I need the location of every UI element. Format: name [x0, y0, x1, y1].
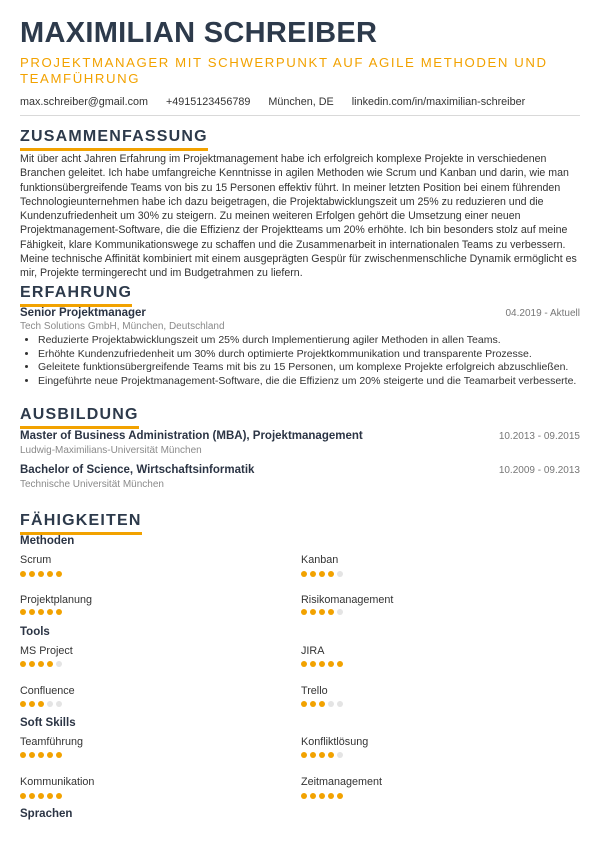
achievement-item: • Geleitete funktionsübergreifende Teams mit bis zu 15 Personen, um komplexe Projekte erfolgreich abzuschließen.: [38, 361, 576, 375]
rating-dot-empty: [337, 571, 343, 577]
rating-dot-empty: [337, 701, 343, 707]
rating-dot-filled: [337, 661, 343, 667]
skill-rating: [20, 609, 62, 615]
education-dates: 10.2013 - 09.2015: [498, 431, 580, 442]
skill-name: MS Project: [20, 645, 73, 657]
candidate-subtitle: PROJEKTMANAGER MIT SCHWERPUNKT AUF AGILE METHODEN UND TEAMFÜHRUNG: [20, 55, 548, 86]
rating-dot-filled: [328, 571, 334, 577]
rating-dot-filled: [47, 571, 53, 577]
contact-linkedin[interactable]: linkedin.com/in/maximilian-schreiber: [351, 96, 526, 108]
skill-rating: [301, 701, 343, 707]
rating-dot-filled: [56, 609, 62, 615]
rating-dot-filled: [328, 661, 334, 667]
achievement-item: • Reduzierte Projektabwicklungszeit um 25% durch Implementierung agiler Methoden in allen Teams.: [38, 334, 576, 348]
skill-rating: [20, 701, 62, 707]
skill-group-title: Methoden: [20, 535, 75, 547]
skill-rating: [301, 609, 343, 615]
skill-rating: [20, 793, 62, 799]
rating-dot-filled: [328, 609, 334, 615]
rating-dot-filled: [38, 571, 44, 577]
job-company: Tech Solutions GmbH, München, Deutschland: [20, 321, 225, 332]
rating-dot-empty: [337, 609, 343, 615]
rating-dot-filled: [319, 752, 325, 758]
summary-text: Mit über acht Jahren Erfahrung im Projektmanagement habe ich erfolgreich komplexe Projekte in verschiedenen Branchen geleitet. Ich habe umfangreiche Kenntnisse in agilen Methoden wie Scrum und Kanban und darin, wie man funktionsübergreifende Teams von bis zu 15 Personen effektiv führt. In meiner letzten Position bei einem führenden Technologieunternehmen habe ich dazu beigetragen, die Projektabwicklungszeit um 25% zu reduzieren und die Kundenzufriedenheit um 30% zu steigern. Zu meinen weiteren Erfolgen gehört die Umsetzung einer neuen Projektmanagement-Software, die die Effizienz der Projektteams um 20% erhöhte. Ich bin besonders stolz auf meine Fähigkeit, klare Kommunikationswege zu schaffen und die Zusammenarbeit in internationalen Teams zu verbessern. Meine technische Affinität kombiniert mit einem ausgeprägten Gespür für zwischenmenschliche Dynamik ermöglicht es mir, Projekte termingerecht und im Budgetrahmen zu liefern.: [20, 153, 577, 280]
skill-rating: [301, 752, 343, 758]
rating-dot-filled: [38, 701, 44, 707]
rating-dot-filled: [56, 793, 62, 799]
rating-dot-empty: [56, 701, 62, 707]
skill-name: Projektplanung: [20, 594, 93, 606]
rating-dot-filled: [29, 793, 35, 799]
rating-dot-filled: [337, 793, 343, 799]
rating-dot-filled: [319, 571, 325, 577]
job-achievements: [22, 334, 576, 388]
rating-dot-filled: [301, 793, 307, 799]
contact-phone[interactable]: +4915123456789: [165, 96, 251, 108]
skill-rating: [301, 571, 343, 577]
rating-dot-filled: [20, 661, 26, 667]
rating-dot-filled: [47, 609, 53, 615]
rating-dot-filled: [301, 609, 307, 615]
rating-dot-filled: [319, 701, 325, 707]
achievement-item: • Eingeführte neue Projektmanagement-Software, die die Effizienz um 20% steigerte und die Teamarbeit verbesserte.: [38, 375, 576, 389]
education-school: Technische Universität München: [20, 479, 164, 490]
rating-dot-filled: [56, 571, 62, 577]
skill-name: Confluence: [20, 685, 75, 697]
rating-dot-empty: [328, 701, 334, 707]
skill-name: Zeitmanagement: [301, 776, 383, 788]
skill-name: Kommunikation: [20, 776, 95, 788]
rating-dot-filled: [310, 609, 316, 615]
skill-name: Teamführung: [20, 736, 84, 748]
rating-dot-filled: [310, 752, 316, 758]
rating-dot-filled: [328, 793, 334, 799]
skill-rating: [301, 793, 343, 799]
education-degree: Master of Business Administration (MBA), Projektmanagement: [20, 430, 363, 442]
skills-heading: FÄHIGKEITEN: [20, 512, 142, 535]
contact-line: [20, 96, 540, 108]
skill-group-title: Sprachen: [20, 808, 73, 820]
rating-dot-filled: [301, 661, 307, 667]
rating-dot-filled: [29, 752, 35, 758]
rating-dot-filled: [301, 752, 307, 758]
rating-dot-empty: [56, 661, 62, 667]
rating-dot-filled: [38, 793, 44, 799]
rating-dot-filled: [38, 661, 44, 667]
rating-dot-filled: [38, 609, 44, 615]
education-degree: Bachelor of Science, Wirtschaftsinformatik: [20, 464, 255, 476]
skill-name: JIRA: [301, 645, 325, 657]
achievement-item: • Erhöhte Kundenzufriedenheit um 30% durch optimierte Projektkommunikation und transparente Prozesse.: [38, 348, 576, 362]
rating-dot-filled: [29, 661, 35, 667]
rating-dot-filled: [310, 701, 316, 707]
skill-name: Konfliktlösung: [301, 736, 369, 748]
contact-email[interactable]: max.schreiber@gmail.com: [20, 96, 148, 108]
rating-dot-filled: [38, 752, 44, 758]
rating-dot-filled: [47, 752, 53, 758]
rating-dot-filled: [319, 609, 325, 615]
skill-name: Kanban: [301, 554, 339, 566]
rating-dot-filled: [29, 609, 35, 615]
skill-name: Trello: [301, 685, 328, 697]
summary-heading: ZUSAMMENFASSUNG: [20, 128, 208, 151]
skill-group-title: Tools: [20, 626, 50, 638]
skill-name: Risikomanagement: [301, 594, 394, 606]
rating-dot-filled: [47, 793, 53, 799]
rating-dot-filled: [319, 793, 325, 799]
skill-rating: [20, 661, 62, 667]
contact-location: München, DE: [268, 96, 334, 108]
rating-dot-filled: [301, 701, 307, 707]
rating-dot-filled: [20, 609, 26, 615]
rating-dot-filled: [29, 571, 35, 577]
rating-dot-filled: [20, 793, 26, 799]
education-heading: AUSBILDUNG: [20, 406, 139, 429]
candidate-name: MAXIMILIAN SCHREIBER: [20, 17, 378, 49]
skill-rating: [20, 571, 62, 577]
header-divider: [20, 115, 580, 116]
skill-rating: [301, 661, 343, 667]
rating-dot-filled: [20, 571, 26, 577]
rating-dot-empty: [337, 752, 343, 758]
rating-dot-filled: [310, 793, 316, 799]
job-dates: 04.2019 - Aktuell: [505, 308, 580, 319]
rating-dot-filled: [301, 571, 307, 577]
education-school: Ludwig-Maximilians-Universität München: [20, 445, 202, 456]
rating-dot-filled: [47, 661, 53, 667]
education-dates: 10.2009 - 09.2013: [498, 465, 580, 476]
rating-dot-filled: [319, 661, 325, 667]
rating-dot-filled: [56, 752, 62, 758]
skill-group-title: Soft Skills: [20, 717, 76, 729]
rating-dot-empty: [47, 701, 53, 707]
rating-dot-filled: [29, 701, 35, 707]
rating-dot-filled: [20, 752, 26, 758]
rating-dot-filled: [310, 661, 316, 667]
job-title: Senior Projektmanager: [20, 307, 146, 319]
rating-dot-filled: [20, 701, 26, 707]
skill-name: Scrum: [20, 554, 52, 566]
rating-dot-filled: [310, 571, 316, 577]
experience-heading: ERFAHRUNG: [20, 284, 132, 307]
skill-rating: [20, 752, 62, 758]
rating-dot-filled: [328, 752, 334, 758]
